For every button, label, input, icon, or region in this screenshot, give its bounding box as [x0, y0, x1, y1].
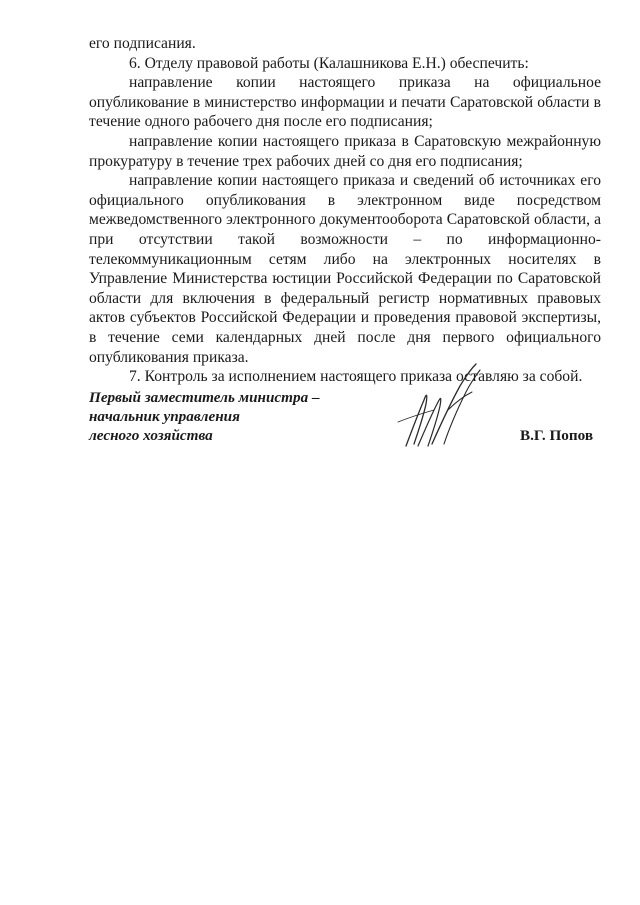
position-line-1: Первый заместитель министра – — [89, 389, 320, 406]
paragraph-continuation: его подписания. — [89, 35, 196, 52]
position-line-3: лесного хозяйства — [89, 427, 213, 444]
position-line-2: начальник управления — [89, 408, 240, 425]
document-body — [89, 34, 601, 387]
paragraph-justice-directive: направление копии настоящего приказа и сведений об источниках его официального опубликования в электронном виде посредством межведомственного электронного документооборота Саратовской области, а при отсутствии такой возможности – по информационно-телекоммуникационным сетям либо на электронных носителях в Управление Министерства юстиции Российской Федерации по Саратовской области для включения в федеральный регистр нормативных правовых актов субъектов Российской Федерации и проведения правовой экспертизы, в течение семи календарных дней после дня первого официального опубликования приказа. — [89, 172, 601, 366]
signatory-position — [89, 388, 320, 445]
paragraph-item-7: 7. Контроль за исполнением настоящего приказа оставляю за собой. — [129, 368, 583, 386]
paragraph-item-6: 6. Отделу правовой работы (Калашникова Е.Н.) обеспечить: — [129, 54, 529, 72]
signer-name: В.Г. Попов — [520, 427, 594, 444]
paragraph-prosecutor-directive: направление копии настоящего приказа в Саратовскую межрайонную прокуратуру в течение трех рабочих дней со дня его подписания; — [89, 132, 601, 170]
paragraph-publication-directive: направление копии настоящего приказа на официальное опубликование в министерство информации и печати Саратовской области в течение одного рабочего дня после его подписания; — [89, 74, 601, 131]
handwritten-signature — [388, 360, 498, 450]
